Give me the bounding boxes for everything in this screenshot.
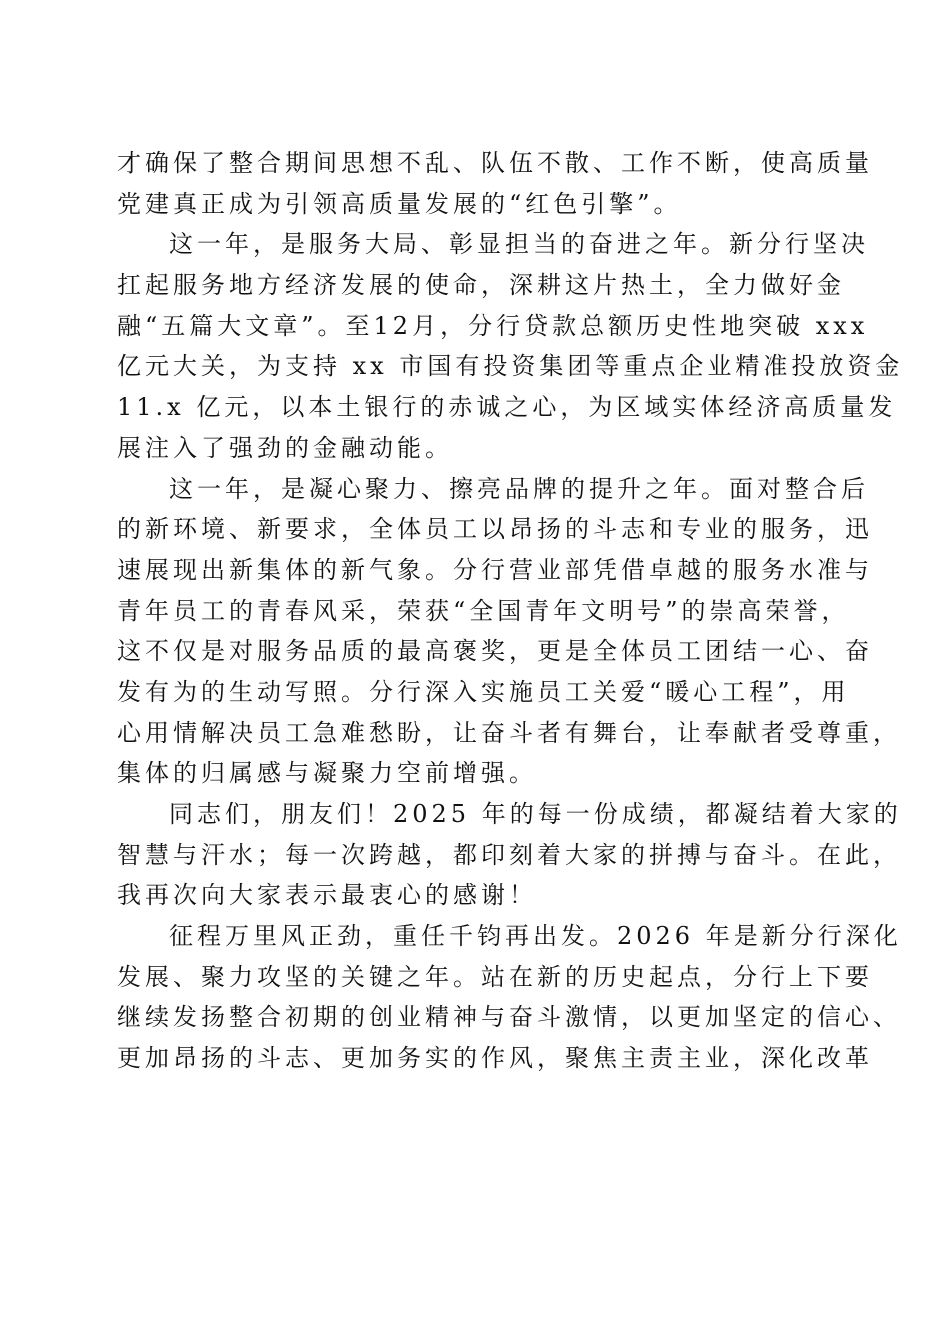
text-line: 11.x 亿元，以本土银行的赤诚之心，为区域实体经济高质量发 (117, 393, 897, 422)
text-line: 党建真正成为引领高质量发展的“红色引擎”。 (117, 189, 682, 218)
document-body (117, 143, 904, 1079)
text-line: 发有为的生动写照。分行深入实施员工关爱“暖心工程”，用 (117, 677, 850, 706)
text-line: 心用情解决员工急难愁盼，让奋斗者有舞台，让奉献者受尊重， (117, 718, 901, 747)
text-line: 这一年，是凝心聚力、擦亮品牌的提升之年。面对整合后 (169, 474, 869, 503)
text-line: 亿元大关，为支持 xx 市国有投资集团等重点企业精准投放资金 (117, 352, 904, 381)
paragraph (117, 794, 902, 916)
text-line: 这一年，是服务大局、彰显担当的奋进之年。新分行坚决 (169, 230, 869, 259)
text-line: 同志们，朋友们！2025 年的每一份成绩，都凝结着大家的 (169, 800, 902, 828)
text-line: 才确保了整合期间思想不乱、队伍不散、工作不断，使高质量 (117, 149, 873, 177)
text-line: 融“五篇大文章”。至12月，分行贷款总额历史性地突破 xxx (117, 311, 869, 340)
text-line: 智慧与汗水；每一次跨越，都印刻着大家的拼搏与奋斗。在此， (117, 840, 901, 869)
text-line: 征程万里风正劲，重任千钧再出发。2026 年是新分行深化 (169, 922, 902, 951)
paragraph (117, 224, 904, 468)
paragraph (117, 143, 873, 224)
text-line: 我再次向大家表示最衷心的感谢！ (117, 881, 537, 910)
paragraph (117, 916, 902, 1079)
text-line: 扛起服务地方经济发展的使命，深耕这片热土，全力做好金 (117, 271, 845, 300)
text-line: 青年员工的青春风采，荣获“全国青年文明号”的崇高荣誉， (117, 596, 850, 625)
paragraph (117, 469, 901, 795)
text-line: 发展、聚力攻坚的关键之年。站在新的历史起点，分行上下要 (117, 962, 873, 991)
text-line: 这不仅是对服务品质的最高褒奖，更是全体员工团结一心、奋 (117, 637, 873, 666)
text-line: 集体的归属感与凝聚力空前增强。 (117, 759, 537, 788)
text-line: 的新环境、新要求，全体员工以昂扬的斗志和专业的服务，迅 (117, 515, 873, 544)
text-line: 速展现出新集体的新气象。分行营业部凭借卓越的服务水准与 (117, 555, 873, 584)
text-line: 继续发扬整合初期的创业精神与奋斗激情，以更加坚定的信心、 (117, 1003, 901, 1032)
text-line: 展注入了强劲的金融动能。 (117, 433, 453, 462)
text-line: 更加昂扬的斗志、更加务实的作风，聚焦主责主业，深化改革 (117, 1044, 873, 1073)
